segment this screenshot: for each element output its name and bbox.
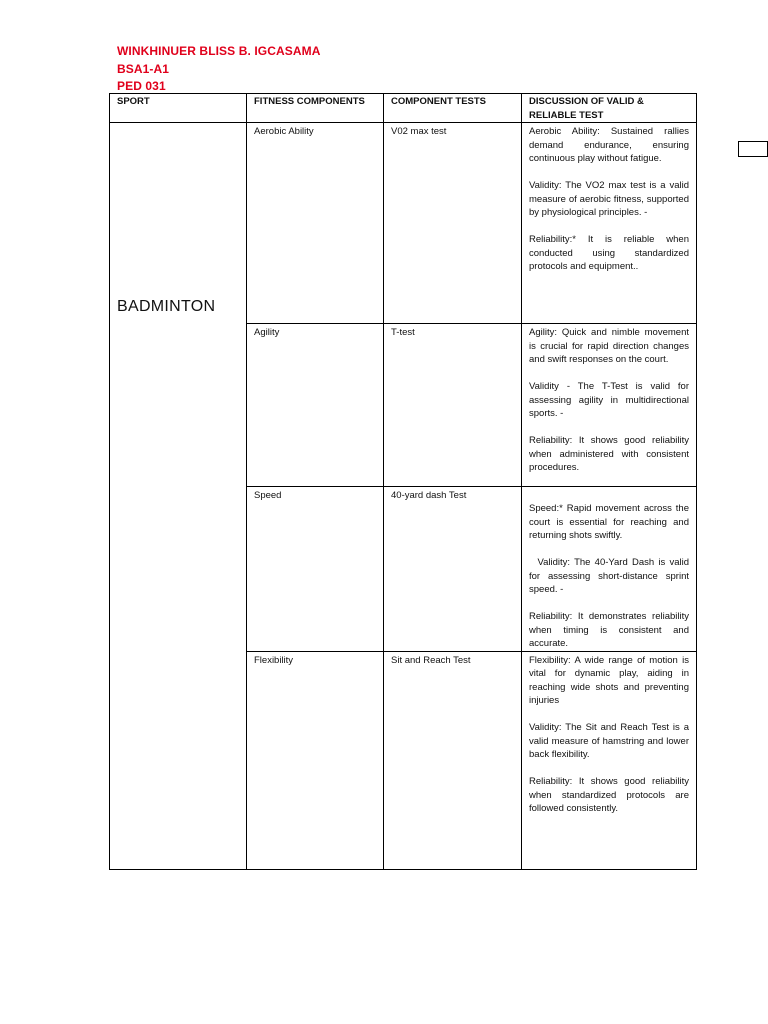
component-cell: Speed [247, 487, 384, 652]
component-cell: Agility [247, 324, 384, 487]
table-row [110, 123, 697, 324]
discussion-cell [522, 651, 697, 869]
component-cell: Aerobic Ability [247, 123, 384, 324]
discussion-paragraph: Reliability: It shows good reliability when administered with consistent procedures. [529, 435, 689, 473]
column-header-discussion: DISCUSSION OF VALID & RELIABLE TEST [522, 94, 697, 123]
test-cell: 40-yard dash Test [384, 487, 522, 652]
column-header-component-tests: COMPONENT TESTS [384, 94, 522, 123]
test-cell: Sit and Reach Test [384, 651, 522, 869]
column-header-sport: SPORT [110, 94, 247, 123]
test-cell: T-test [384, 324, 522, 487]
discussion-paragraph: Speed:* Rapid movement across the court is essential for reaching and returning shots swiftly. [529, 503, 689, 541]
discussion-paragraph: Reliability: It shows good reliability when standardized protocols are followed consistently. [529, 776, 689, 814]
discussion-cell [522, 487, 697, 652]
discussion-paragraph: Reliability:* It is reliable when conducted using standardized protocols and equipment.. [529, 234, 689, 272]
table-header-row [110, 94, 697, 123]
component-cell: Flexibility [247, 651, 384, 869]
test-cell: V02 max test [384, 123, 522, 324]
author-name: WINKHINUER BLISS B. IGCASAMA [117, 44, 321, 58]
margin-box [738, 141, 768, 157]
discussion-paragraph: Validity: The VO2 max test is a valid measure of aerobic fitness, supported by physiological principles. - [529, 180, 689, 218]
discussion-cell [522, 123, 697, 324]
discussion-paragraph: Validity: The Sit and Reach Test is a valid measure of hamstring and lower back flexibility. [529, 722, 689, 760]
discussion-paragraph: Aerobic Ability: Sustained rallies demand endurance, ensuring continuous play without fatigue. [529, 126, 689, 164]
sport-cell [110, 123, 247, 870]
discussion-paragraph: Flexibility: A wide range of motion is vital for dynamic play, aiding in reaching wide shots and preventing injuries [529, 654, 689, 706]
discussion-paragraph: Validity: The 40-Yard Dash is valid for assessing short-distance sprint speed. - [529, 557, 692, 595]
sport-name: BADMINTON [117, 298, 216, 315]
discussion-paragraph: Validity - The T-Test is valid for assessing agility in multidirectional sports. - [529, 381, 689, 419]
discussion-cell [522, 324, 697, 487]
section-label: BSA1-A1 [117, 62, 170, 76]
discussion-paragraph: Reliability: It demonstrates reliability when timing is consistent and accurate. [529, 611, 689, 649]
column-header-fitness-components: FITNESS COMPONENTS [247, 94, 384, 123]
discussion-paragraph: Agility: Quick and nimble movement is crucial for rapid direction changes and swift responses on the court. [529, 327, 689, 365]
fitness-table [109, 93, 697, 870]
course-code: PED 031 [117, 79, 166, 93]
